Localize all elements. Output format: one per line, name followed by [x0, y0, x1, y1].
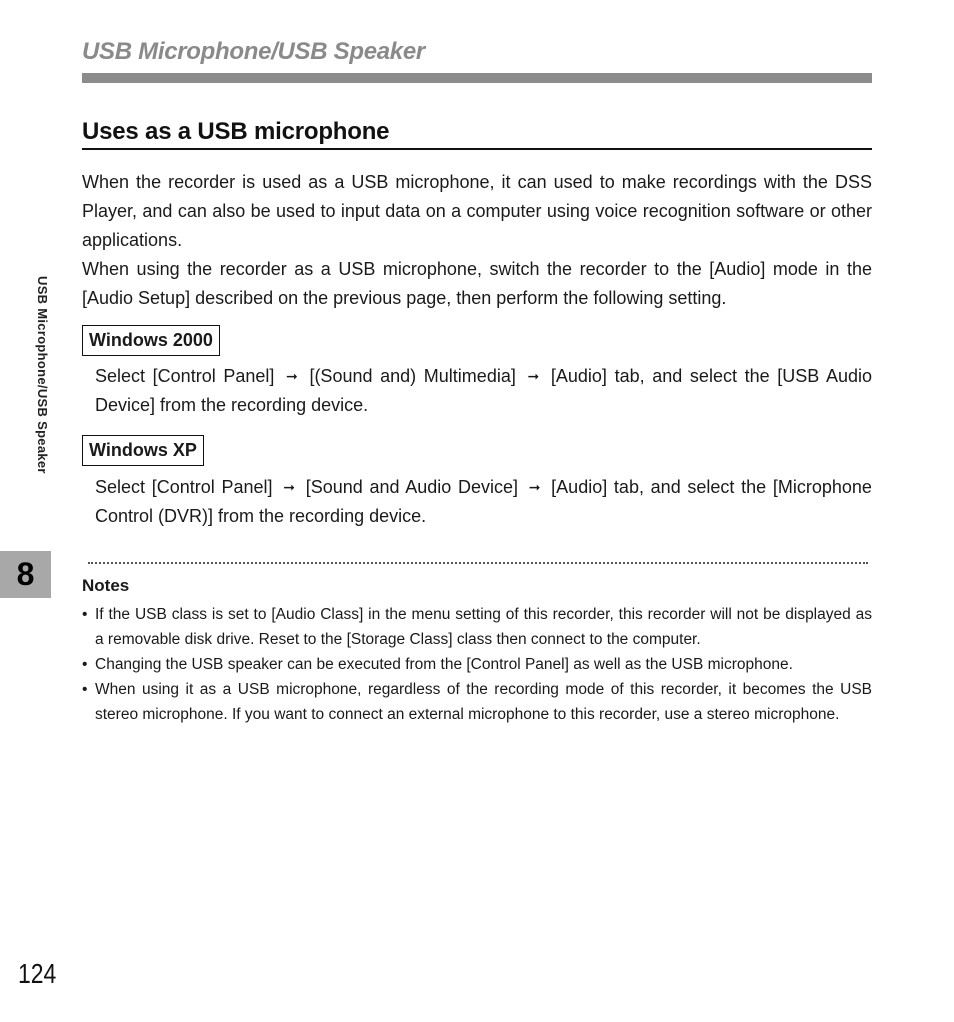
- arrow-right-icon: ➞: [283, 479, 295, 495]
- arrow-right-icon: ➞: [286, 368, 298, 384]
- windows-xp-step-1: Select [Control Panel]: [95, 477, 273, 497]
- windows-xp-step-2: [Sound and Audio Device]: [305, 477, 518, 497]
- bullet-icon: •: [82, 681, 88, 698]
- notes-list: [82, 602, 872, 727]
- running-header-title: USB Microphone/USB Speaker: [82, 38, 425, 65]
- windows-xp-label: Windows XP: [82, 435, 204, 466]
- windows-2000-label: Windows 2000: [82, 325, 220, 356]
- windows-2000-instructions: [95, 362, 872, 420]
- chapter-number-tab: 8: [0, 551, 51, 598]
- header-rule-bar: [82, 73, 872, 83]
- windows-2000-step-3: [Audio] tab, and select the [USB Audio Device] from the recording device.: [95, 366, 872, 415]
- windows-2000-step-1: Select [Control Panel]: [95, 366, 275, 386]
- bullet-icon: •: [82, 656, 88, 673]
- note-text: Changing the USB speaker can be executed from the [Control Panel] as well as the USB microphone.: [95, 656, 793, 673]
- section-heading: Uses as a USB microphone: [82, 118, 872, 150]
- bullet-icon: •: [82, 606, 88, 623]
- note-text: If the USB class is set to [Audio Class] in the menu setting of this recorder, this recorder will not be displayed as a removable disk drive. Reset to the [Storage Class] class then connect to the computer.: [95, 606, 872, 648]
- windows-xp-instructions: [95, 473, 872, 531]
- intro-text: [82, 168, 872, 313]
- notes-heading: Notes: [82, 576, 130, 595]
- intro-paragraph-2: When using the recorder as a USB microphone, switch the recorder to the [Audio] mode in the [Audio Setup] described on the previous page, then perform the following setting.: [82, 259, 872, 308]
- side-chapter-label: USB Microphone/USB Speaker: [35, 276, 50, 474]
- note-item: [82, 602, 872, 652]
- page-number: 124: [18, 958, 57, 989]
- dotted-divider: [88, 562, 868, 564]
- intro-paragraph-1: When the recorder is used as a USB microphone, it can used to make recordings with the DSS Player, and can also be used to input data on a computer using voice recognition software or other applications.: [82, 172, 872, 250]
- arrow-right-icon: ➞: [527, 368, 540, 384]
- note-item: [82, 652, 872, 677]
- note-text: When using it as a USB microphone, regardless of the recording mode of this recorder, it becomes the USB stereo microphone. If you want to connect an external microphone to this recorder, use a stereo microphone.: [95, 681, 872, 723]
- windows-2000-step-2: [(Sound and) Multimedia]: [309, 366, 516, 386]
- note-item: [82, 677, 872, 727]
- arrow-right-icon: ➞: [528, 479, 541, 495]
- windows-xp-step-3: [Audio] tab, and select the [Microphone Control (DVR)] from the recording device.: [95, 477, 872, 526]
